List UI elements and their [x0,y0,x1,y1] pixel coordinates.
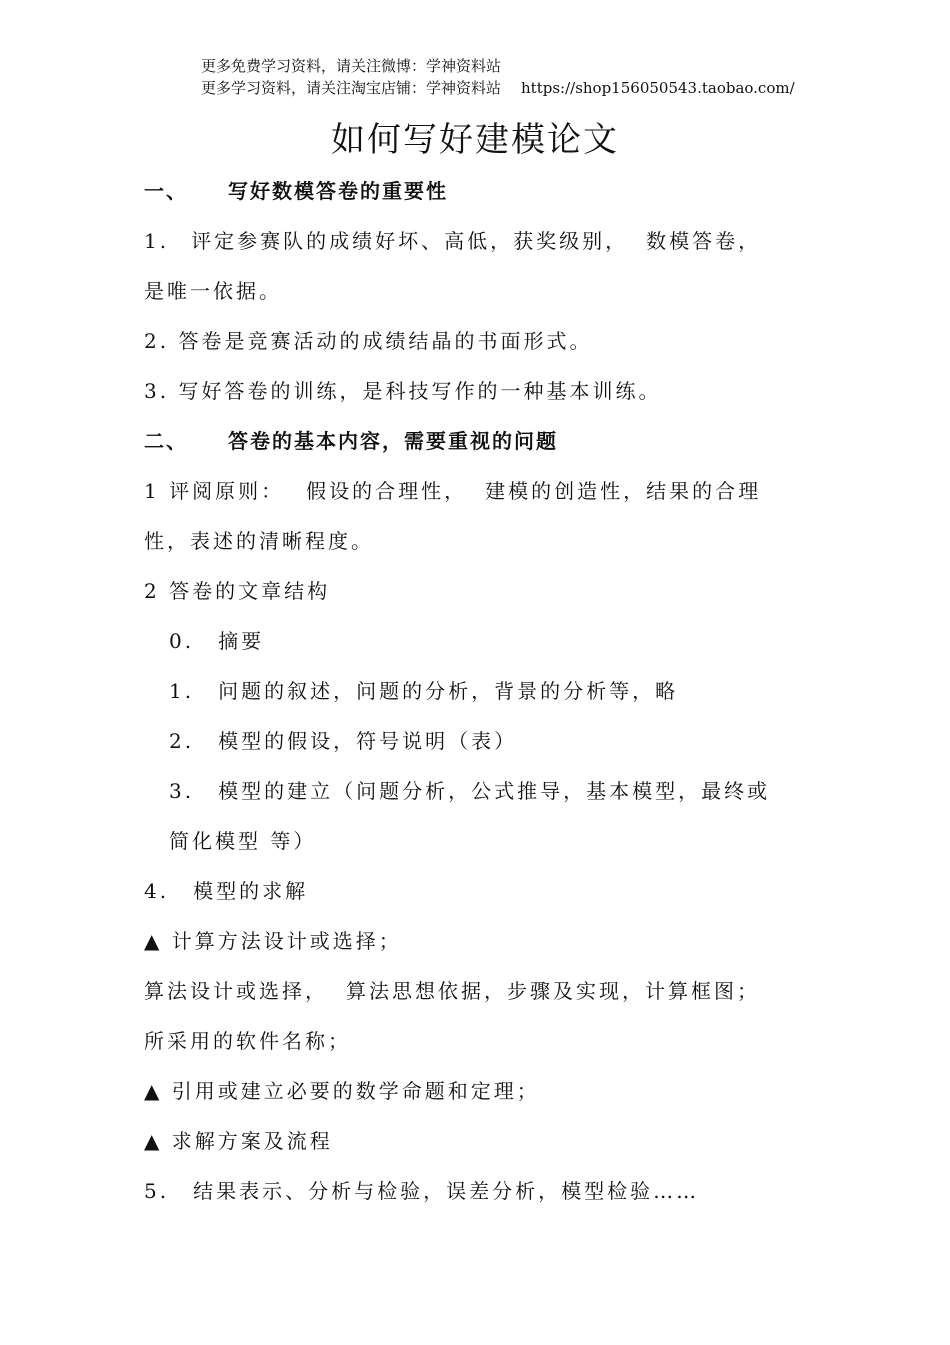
paragraph-4-line-1 [144,477,761,505]
list-item [144,1177,699,1205]
list-item [169,777,770,805]
item-number: 0. [169,629,195,653]
item-text: 模型的假设，符号说明（表） [218,729,518,753]
item-text: 摘要 [218,629,265,653]
section-2-title: 答卷的基本内容，需要重视的问题 [228,429,558,453]
paragraph-text: 假设的合理性， [306,479,468,503]
list-item [144,877,308,905]
paragraph-4-line-2: 性，表述的清晰程度。 [144,529,374,553]
bullet-item: ▲ 求解方案及流程 [144,1129,333,1153]
header-taobao-text: 更多学习资料，请关注淘宝店铺：学神资料站 [201,79,502,97]
paragraph-2: 2. 答卷是竞赛活动的成绩结晶的书面形式。 [144,329,593,353]
paragraph-3: 3. 写好答卷的训练，是科技写作的一种基本训练。 [144,379,662,403]
item-text: 模型的求解 [193,879,309,903]
document-title: 如何写好建模论文 [331,120,619,160]
header-taobao-url[interactable]: https://shop156050543.taobao.com/ [521,79,795,97]
bullet-item: ▲ 计算方法设计或选择； [144,929,402,953]
paragraph-6-line-2: 所采用的软件名称； [144,1029,351,1053]
item-text: 模型的建立（问题分析，公式推导，基本模型，最终或 [218,779,771,803]
item-number: 1. [144,229,170,253]
paragraph-text: 算法设计或选择， [144,979,328,1003]
list-item [169,627,264,655]
paragraph-5: 2 答卷的文章结构 [144,579,331,603]
paragraph-1-line-2: 是唯一依据。 [144,279,282,303]
item-number: 4. [144,879,170,903]
header-note-taobao [201,78,795,98]
item-text: 问题的叙述，问题的分析，背景的分析等，略 [218,679,679,703]
paragraph-text: 数模答卷， [646,229,762,253]
item-number: 3. [169,779,195,803]
paragraph-1-line-1 [144,227,761,255]
list-item-continued: 简化模型 等） [169,829,317,853]
section-1-title: 写好数模答卷的重要性 [228,179,448,203]
section-1-number: 一、 [144,179,188,203]
section-heading-1 [144,177,448,205]
section-heading-2 [144,427,558,455]
item-number: 1. [169,679,195,703]
paragraph-text: 算法思想依据，步骤及实现，计算框图； [346,979,760,1003]
paragraph-6-line-1 [144,977,760,1005]
item-number: 5. [144,1179,170,1203]
paragraph-text: 评定参赛队的成绩好坏、高低，获奖级别， [191,229,629,253]
bullet-item: ▲ 引用或建立必要的数学命题和定理； [144,1079,540,1103]
paragraph-text: 建模的创造性，结果的合理 [485,479,762,503]
section-2-number: 二、 [144,429,188,453]
list-item [169,727,517,755]
item-number: 2. [169,729,195,753]
list-item [169,677,678,705]
header-weibo-text: 更多免费学习资料，请关注微博：学神资料站 [201,57,502,75]
paragraph-text: 1 评阅原则： [144,479,285,503]
header-note-weibo [201,56,501,76]
item-text: 结果表示、分析与检验，误差分析，模型检验…… [193,1179,700,1203]
